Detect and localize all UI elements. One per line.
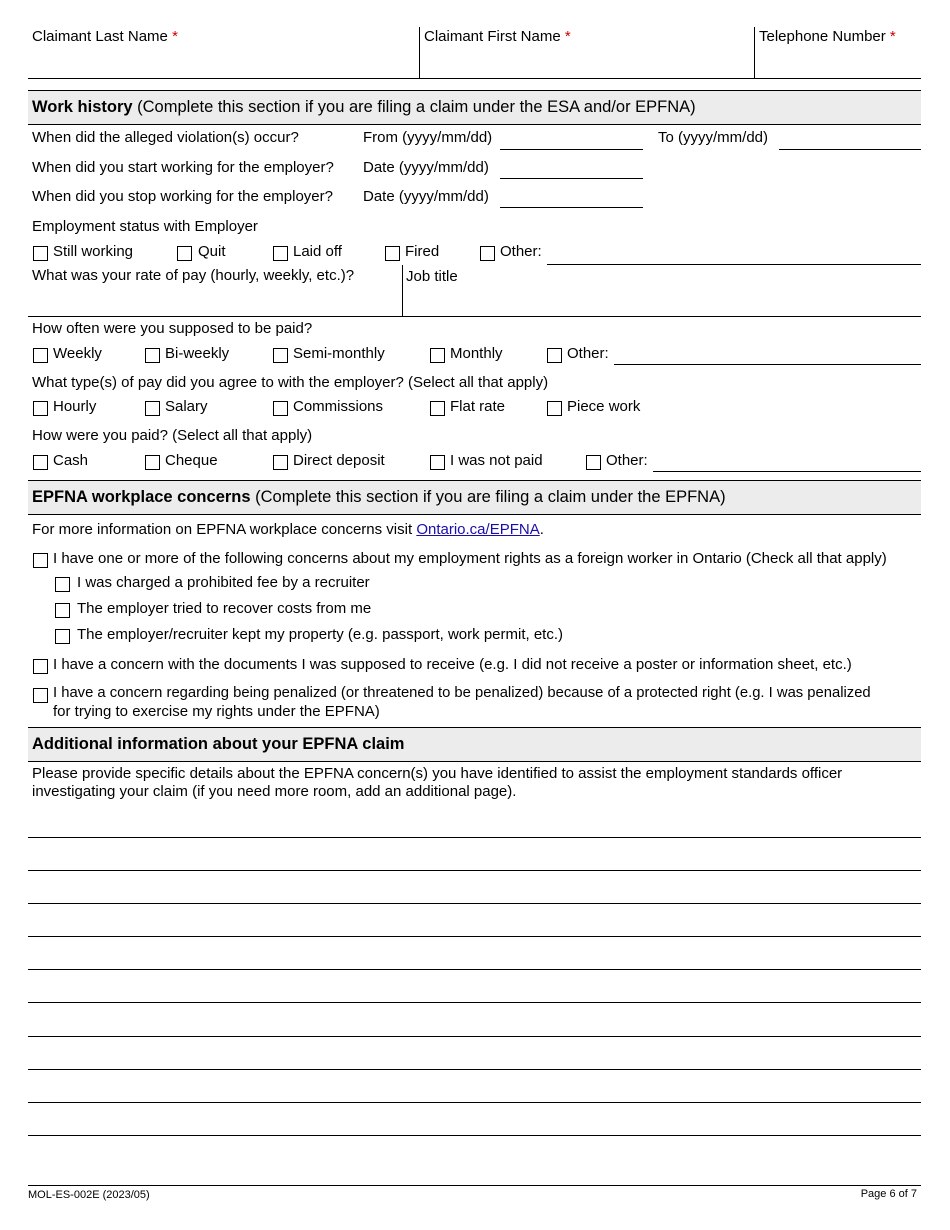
section-subtitle: (Complete this section if you are filing a claim under the ESA and/or EPFNA) [137,98,696,116]
writing-line [28,1135,921,1136]
writing-line [28,1102,921,1103]
writing-line [28,1002,921,1003]
pay-type-option-label: Commissions [293,398,384,415]
concern-documents-checkbox[interactable] [33,659,48,674]
writing-line [28,837,921,838]
stop-question: When did you stop working for the employer? [32,188,333,205]
start-date-label: Date (yyyy/mm/dd) [363,159,489,176]
pay-method-label: How were you paid? (Select all that apply) [32,427,313,444]
frequency-option-label: Monthly [450,345,503,362]
divider [419,27,420,78]
telephone-label [759,28,896,45]
to-date-input[interactable] [779,149,921,150]
pay-type-option-label: Salary [165,398,208,415]
pay-frequency-label: How often were you supposed to be paid? [32,320,313,337]
page-number: Page 6 of 7 [860,1188,917,1200]
concern-penalized-checkbox[interactable] [33,688,48,703]
pay-method-option-label: Cash [53,452,89,469]
work-history-header [28,90,921,125]
status-still-working-checkbox[interactable] [33,246,48,261]
required-mark: * [564,28,571,45]
writing-line [28,969,921,970]
status-other-checkbox[interactable] [480,246,495,261]
paytype-hourly-checkbox[interactable] [33,401,48,416]
additional-instructions: Please provide specific details about the EPFNA concern(s) you have identified to assist the employment standards officer [32,765,843,782]
footer-divider [28,1185,921,1186]
pay-method-option-label: Direct deposit [293,452,385,469]
method-cheque-checkbox[interactable] [145,455,160,470]
divider [402,265,403,316]
concern-penalized-label: for trying to exercise my rights under the EPFNA) [53,703,380,720]
frequency-semimonthly-checkbox[interactable] [273,348,288,363]
frequency-option-label: Other: [567,345,609,362]
writing-line [28,936,921,937]
method-other-input[interactable] [653,471,921,472]
stop-date-input[interactable] [500,207,643,208]
job-title-label: Job title [406,268,458,285]
paytype-commissions-checkbox[interactable] [273,401,288,416]
divider [28,316,921,317]
from-date-input[interactable] [500,149,643,150]
frequency-biweekly-checkbox[interactable] [145,348,160,363]
frequency-option-label: Bi-weekly [165,345,230,362]
status-laid-off-checkbox[interactable] [273,246,288,261]
concern-penalized-label: I have a concern regarding being penalized (or threatened to be penalized) because of a protected right (e.g. I was penalized [53,685,871,701]
pay-method-option-label: Cheque [165,452,218,469]
first-name-text: Claimant First Name [424,28,561,45]
first-name-label [424,28,571,45]
additional-instructions: investigating your claim (if you need more room, add an additional page). [32,783,517,800]
to-date-label: To (yyyy/mm/dd) [658,129,769,146]
frequency-weekly-checkbox[interactable] [33,348,48,363]
writing-line [28,903,921,904]
section-title: EPFNA workplace concerns [32,488,251,506]
pay-type-label: What type(s) of pay did you agree to with the employer? (Select all that apply) [32,374,549,391]
from-date-label: From (yyyy/mm/dd) [363,129,493,146]
epfna-info [32,521,544,538]
employment-status-label: Employment status with Employer [32,218,258,235]
status-option-label: Laid off [293,243,342,260]
concern-documents-label: I have a concern with the documents I was supposed to receive (e.g. I did not receive a poster or information sheet, etc.) [53,656,852,673]
last-name-input[interactable] [30,50,415,76]
divider [754,27,755,78]
frequency-option-label: Semi-monthly [293,345,385,362]
sub-concern-label: I was charged a prohibited fee by a recruiter [77,574,370,591]
paytype-piece-work-checkbox[interactable] [547,401,562,416]
concern-fee-checkbox[interactable] [55,577,70,592]
pay-method-option-label: Other: [606,452,648,469]
status-option-label: Other: [500,243,542,260]
divider [28,78,921,79]
start-date-input[interactable] [500,178,643,179]
first-name-input[interactable] [422,50,750,76]
pay-method-option-label: I was not paid [450,452,543,469]
writing-line [28,1069,921,1070]
pay-type-option-label: Hourly [53,398,97,415]
telephone-input[interactable] [757,50,919,76]
telephone-text: Telephone Number [759,28,886,45]
period: . [539,521,544,538]
frequency-other-checkbox[interactable] [547,348,562,363]
method-direct-deposit-checkbox[interactable] [273,455,288,470]
method-other-checkbox[interactable] [586,455,601,470]
job-title-input[interactable] [405,287,919,314]
frequency-other-input[interactable] [614,364,921,365]
status-other-input[interactable] [547,264,921,265]
sub-concern-label: The employer tried to recover costs from me [77,600,372,617]
section-title: Work history [32,98,133,116]
status-option-label: Quit [198,243,226,260]
frequency-option-label: Weekly [53,345,102,362]
section-title: Additional information about your EPFNA claim [32,735,405,753]
required-mark: * [172,28,178,45]
writing-line [28,1036,921,1037]
epfna-link[interactable]: Ontario.ca/EPFNA [416,521,540,538]
pay-type-option-label: Flat rate [450,398,506,415]
status-fired-checkbox[interactable] [385,246,400,261]
start-question: When did you start working for the employer? [32,159,334,176]
status-option-label: Still working [53,243,134,260]
method-not-paid-checkbox[interactable] [430,455,445,470]
stop-date-label: Date (yyyy/mm/dd) [363,188,489,205]
paytype-flat-rate-checkbox[interactable] [430,401,445,416]
epfna-header [28,480,921,515]
required-mark: * [889,28,896,45]
epfna-info-text: For more information on EPFNA workplace concerns visit [32,521,413,538]
writing-line [28,870,921,871]
pay-type-option-label: Piece work [567,398,641,415]
concern-property-checkbox[interactable] [55,629,70,644]
concern-foreign-worker-checkbox[interactable] [33,553,48,568]
concern-main-label: I have one or more of the following concerns about my employment rights as a foreign worker in Ontario (Check all that apply) [53,550,887,567]
frequency-monthly-checkbox[interactable] [430,348,445,363]
form-code: MOL-ES-002E (2023/05) [28,1189,150,1201]
status-option-label: Fired [405,243,440,260]
section-subtitle: (Complete this section if you are filing a claim under the EPFNA) [255,488,726,506]
additional-info-header [28,727,921,762]
status-quit-checkbox[interactable] [177,246,192,261]
last-name-text: Claimant Last Name [32,28,168,45]
violation-question: When did the alleged violation(s) occur? [32,129,299,146]
last-name-label [32,28,178,45]
rate-of-pay-input[interactable] [30,286,398,314]
method-cash-checkbox[interactable] [33,455,48,470]
rate-of-pay-label: What was your rate of pay (hourly, weekly, etc.)? [32,267,355,284]
concern-recover-costs-checkbox[interactable] [55,603,70,618]
sub-concern-label: The employer/recruiter kept my property (e.g. passport, work permit, etc.) [77,626,563,643]
paytype-salary-checkbox[interactable] [145,401,160,416]
